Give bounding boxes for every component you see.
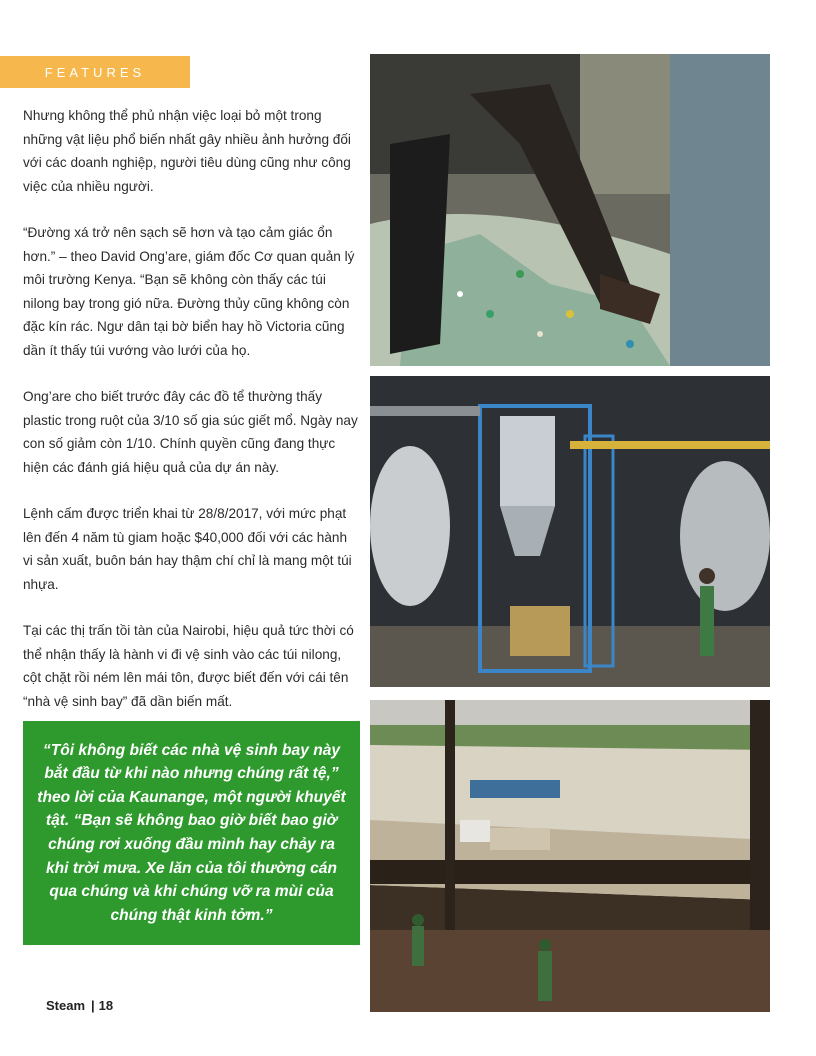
pull-quote-text: “Tôi không biết các nhà vệ sinh bay này bắt đầu từ khi nào nhưng chúng rất tệ,” theo lời của Kaunange, một người khuyết tật. “Bạn sẽ không bao giờ biết bao giờ chúng rơi xuống đầu mình hay chảy ra khi trời mưa. Xe lăn của tôi thường cán qua chúng và khi chúng vỡ ra mùi của chúng thật kinh tởm.” <box>37 741 346 924</box>
footer-separator: | <box>91 998 95 1013</box>
pull-quote-box <box>23 721 360 945</box>
paragraph: Tại các thị trấn tồi tàn của Nairobi, hiệu quả tức thời có thể nhận thấy là hành vi đi vệ sinh vào các túi nilong, cột chặt rồi ném lên mái tôn, được biết đến với cái tên “nhà vệ sinh bay” đã dần biến mất. <box>23 623 354 709</box>
photo-plastic-sorting <box>370 54 770 366</box>
paragraph: Nhưng không thể phủ nhận việc loại bỏ một trong những vật liệu phổ biến nhất gây nhiều ảnh hưởng đối với các doanh nghiệp, người tiêu dùng cũng như công việc của nhiều người. <box>23 108 351 194</box>
article-body <box>23 104 359 736</box>
page-footer <box>46 998 113 1013</box>
page-number: 18 <box>98 998 114 1013</box>
publication-name: Steam <box>46 998 86 1013</box>
photo-landfill <box>370 700 770 1012</box>
section-tag: FEATURES <box>0 56 190 88</box>
paragraph: “Đường xá trở nên sạch sẽ hơn và tạo cảm giác ổn hơn.” – theo David Ong’are, giám đốc Cơ quan quản lý môi trường Kenya. “Bạn sẽ không còn thấy các túi nilong bay trong gió nữa. Đường thủy cũng không còn đặc kín rác. Ngư dân tại bờ biển hay hồ Victoria cũng dần ít thấy túi vướng vào lưới của họ. <box>23 225 355 358</box>
paragraph: Lệnh cấm được triển khai từ 28/8/2017, với mức phạt lên đến 4 năm tù giam hoặc $40,000 đối với các hành vi sản xuất, buôn bán hay thậm chí chỉ là mang một túi nhựa. <box>23 506 352 592</box>
photo-recycling-plant <box>370 376 770 687</box>
paragraph: Ong’are cho biết trước đây các đồ tể thường thấy plastic trong ruột của 3/10 số gia súc giết mổ. Ngày nay con số giảm còn 1/10. Chính quyền cũng đang thực hiện các đánh giá hiệu quả của dự án này. <box>23 389 358 475</box>
